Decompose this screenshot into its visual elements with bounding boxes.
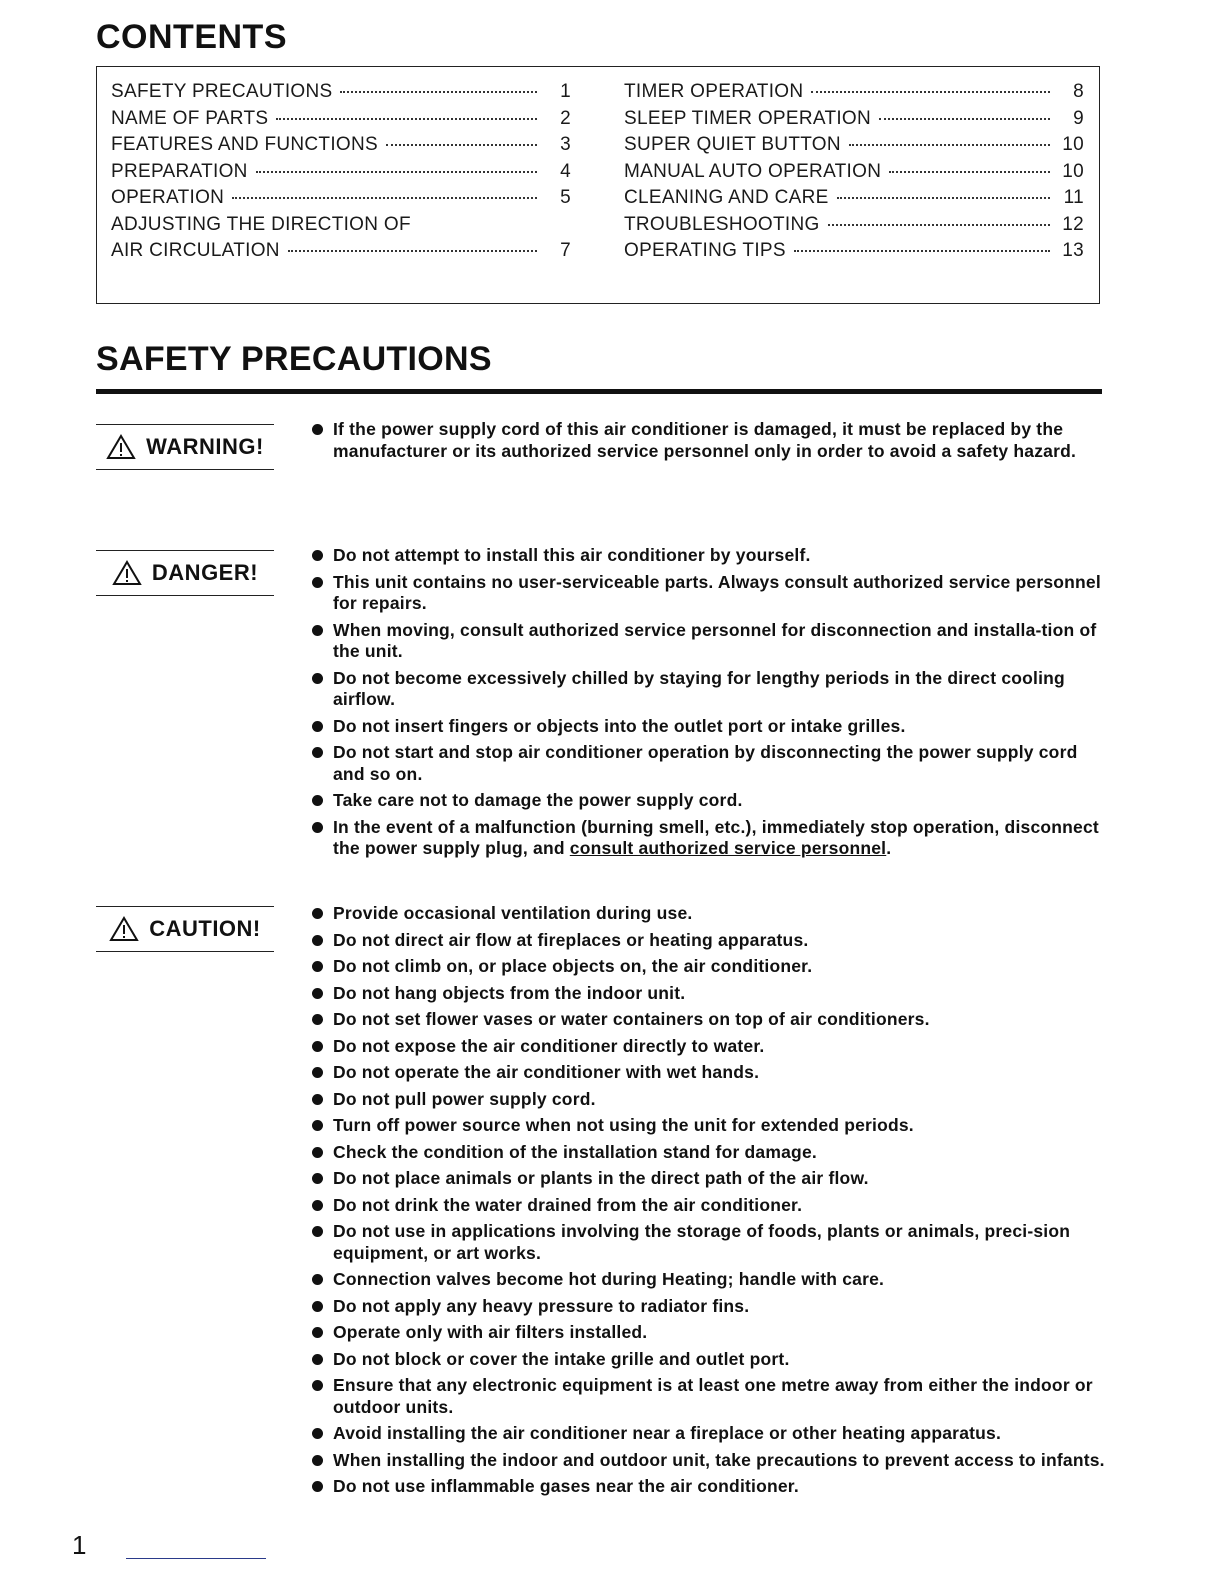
toc-entry[interactable]: ADJUSTING THE DIRECTION OF: [111, 213, 411, 235]
list-item: If the power supply cord of this air conditioner is damaged, it must be replaced by the manufacturer or its authorized service personnel only in order to avoid a safety hazard.: [312, 419, 1112, 462]
toc-entry[interactable]: OPERATION 5: [111, 187, 571, 208]
toc-entry[interactable]: SLEEP TIMER OPERATION 9: [624, 107, 1084, 129]
footer-divider: [126, 1558, 266, 1559]
toc-right-column: [624, 81, 1084, 267]
list-item: Check the condition of the installation stand for damage.: [312, 1142, 1112, 1164]
underlined-text: consult authorized service personnel: [569, 838, 887, 858]
caution-label: CAUTION!: [96, 906, 274, 952]
list-item: When installing the indoor and outdoor unit, take precautions to prevent access to infants.: [312, 1450, 1112, 1472]
list-item: Do not attempt to install this air conditioner by yourself.: [312, 545, 1112, 567]
list-item: Do not direct air flow at fireplaces or heating apparatus.: [312, 930, 1112, 952]
list-item: Do not climb on, or place objects on, the air conditioner.: [312, 956, 1112, 978]
table-of-contents: [96, 66, 1100, 304]
warning-list: [312, 419, 1112, 467]
toc-entry[interactable]: SAFETY PRECAUTIONS 1: [111, 81, 571, 102]
list-item: Do not block or cover the intake grille and outlet port.: [312, 1349, 1112, 1371]
list-item: Do not apply any heavy pressure to radiator fins.: [312, 1296, 1112, 1318]
warning-triangle-icon: [112, 560, 142, 586]
list-item: Do not set flower vases or water containers on top of air conditioners.: [312, 1009, 1112, 1031]
list-item: Operate only with air filters installed.: [312, 1322, 1112, 1344]
list-item: Connection valves become hot during Heating; handle with care.: [312, 1269, 1112, 1291]
list-item: Do not expose the air conditioner directly to water.: [312, 1036, 1112, 1058]
list-item: Do not pull power supply cord.: [312, 1089, 1112, 1111]
list-item: Do not operate the air conditioner with wet hands.: [312, 1062, 1112, 1084]
list-item: Turn off power source when not using the unit for extended periods.: [312, 1115, 1112, 1137]
danger-label: DANGER!: [96, 550, 274, 596]
list-item: Do not hang objects from the indoor unit.: [312, 983, 1112, 1005]
toc-entry[interactable]: AIR CIRCULATION 7: [111, 240, 571, 261]
toc-entry[interactable]: PREPARATION 4: [111, 160, 571, 182]
list-item: Do not use in applications involving the storage of foods, plants or animals, preci-sion equipment, or art works.: [312, 1221, 1112, 1264]
list-item: Do not drink the water drained from the air conditioner.: [312, 1195, 1112, 1217]
list-item: Avoid installing the air conditioner near a fireplace or other heating apparatus.: [312, 1423, 1112, 1445]
list-item: When moving, consult authorized service personnel for disconnection and installa-tion of the unit.: [312, 620, 1112, 663]
list-item: Ensure that any electronic equipment is at least one metre away from either the indoor or outdoor units.: [312, 1375, 1112, 1418]
toc-entry[interactable]: NAME OF PARTS 2: [111, 107, 571, 129]
warning-triangle-icon: [109, 916, 139, 942]
toc-entry[interactable]: FEATURES AND FUNCTIONS 3: [111, 134, 571, 155]
list-item: Do not use inflammable gases near the air conditioner.: [312, 1476, 1112, 1498]
list-item: Take care not to damage the power supply cord.: [312, 790, 1112, 812]
toc-entry[interactable]: CLEANING AND CARE 11: [624, 187, 1084, 208]
list-item: Do not become excessively chilled by staying for lengthy periods in the direct cooling airflow.: [312, 668, 1112, 711]
warning-label: WARNING!: [96, 424, 274, 470]
list-item: This unit contains no user-serviceable parts. Always consult authorized service personnel for repairs.: [312, 572, 1112, 615]
danger-list: [312, 545, 1112, 865]
contents-title: CONTENTS: [96, 18, 287, 56]
caution-list: [312, 903, 1112, 1503]
toc-entry[interactable]: SUPER QUIET BUTTON 10: [624, 134, 1084, 155]
toc-left-column: [111, 81, 571, 267]
list-item: Provide occasional ventilation during use.: [312, 903, 1112, 925]
toc-entry[interactable]: OPERATING TIPS 13: [624, 240, 1084, 261]
title-divider: [96, 389, 1102, 394]
list-item: Do not insert fingers or objects into the outlet port or intake grilles.: [312, 716, 1112, 738]
list-item: In the event of a malfunction (burning smell, etc.), immediately stop operation, disconnect the power supply plug, and consult authorized service personnel.: [312, 817, 1112, 860]
toc-entry[interactable]: TIMER OPERATION 8: [624, 81, 1084, 102]
page-number: 1: [72, 1530, 87, 1560]
safety-precautions-title: SAFETY PRECAUTIONS: [96, 340, 492, 378]
warning-triangle-icon: [106, 434, 136, 460]
toc-entry[interactable]: TROUBLESHOOTING 12: [624, 213, 1084, 235]
list-item: Do not start and stop air conditioner operation by disconnecting the power supply cord and so on.: [312, 742, 1112, 785]
toc-entry[interactable]: MANUAL AUTO OPERATION 10: [624, 160, 1084, 182]
list-item: Do not place animals or plants in the direct path of the air flow.: [312, 1168, 1112, 1190]
